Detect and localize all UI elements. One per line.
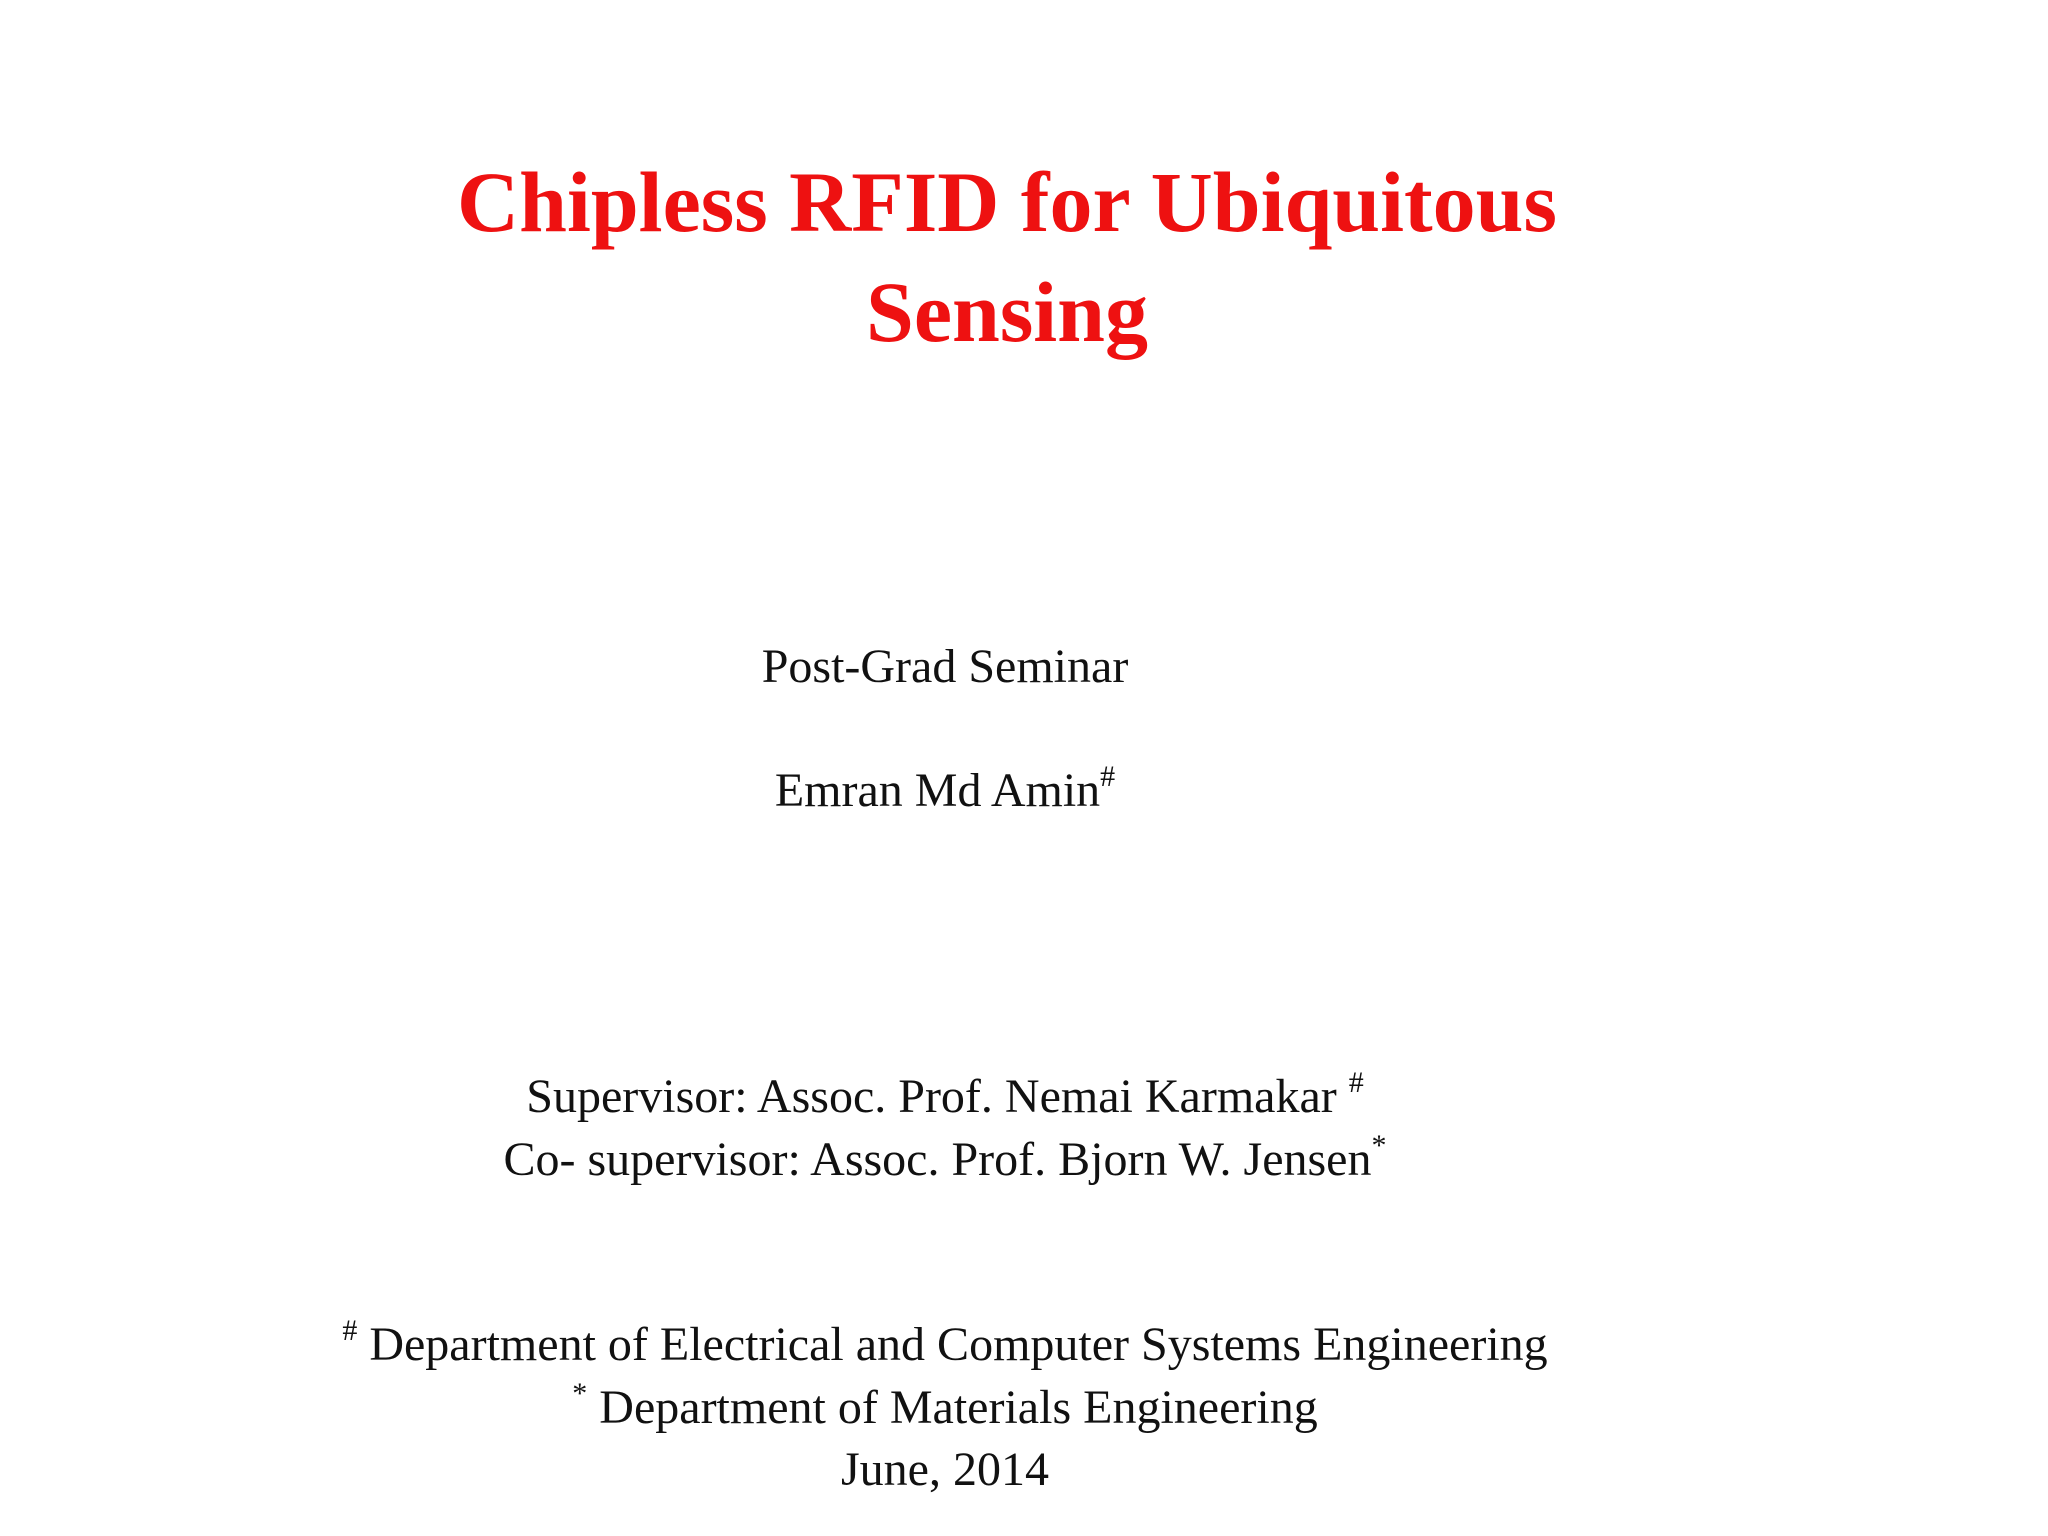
co-supervisor-line [0,1130,1890,1190]
slide-title-line-2: Sensing [865,264,1149,360]
supervisor-affiliation-mark: # [1348,1066,1364,1099]
affiliation-mark-1: # [342,1314,358,1347]
supervisor-line [0,1067,1890,1127]
affiliation-line-2 [0,1378,1890,1438]
author-name: Emran Md Amin [774,764,1101,817]
seminar-label: Post-Grad Seminar [761,640,1129,693]
slide-title-line-1: Chipless RFID for Ubiquitous [457,154,1557,250]
author-line [0,761,1890,821]
presentation-date: June, 2014 [841,1443,1049,1496]
co-supervisor-affiliation-mark: * [1371,1129,1387,1162]
co-supervisor-text: Co- supervisor: Assoc. Prof. Bjorn W. Jensen [503,1133,1372,1186]
affiliation-mark-2: * [572,1377,588,1410]
supervisor-text: Supervisor: Assoc. Prof. Nemai Karmakar [526,1070,1337,1123]
author-affiliation-mark: # [1100,760,1116,793]
affiliation-text-1: Department of Electrical and Computer Systems Engineering [369,1318,1548,1371]
affiliation-text-2: Department of Materials Engineering [599,1381,1318,1434]
affiliation-line-1 [0,1315,1890,1375]
